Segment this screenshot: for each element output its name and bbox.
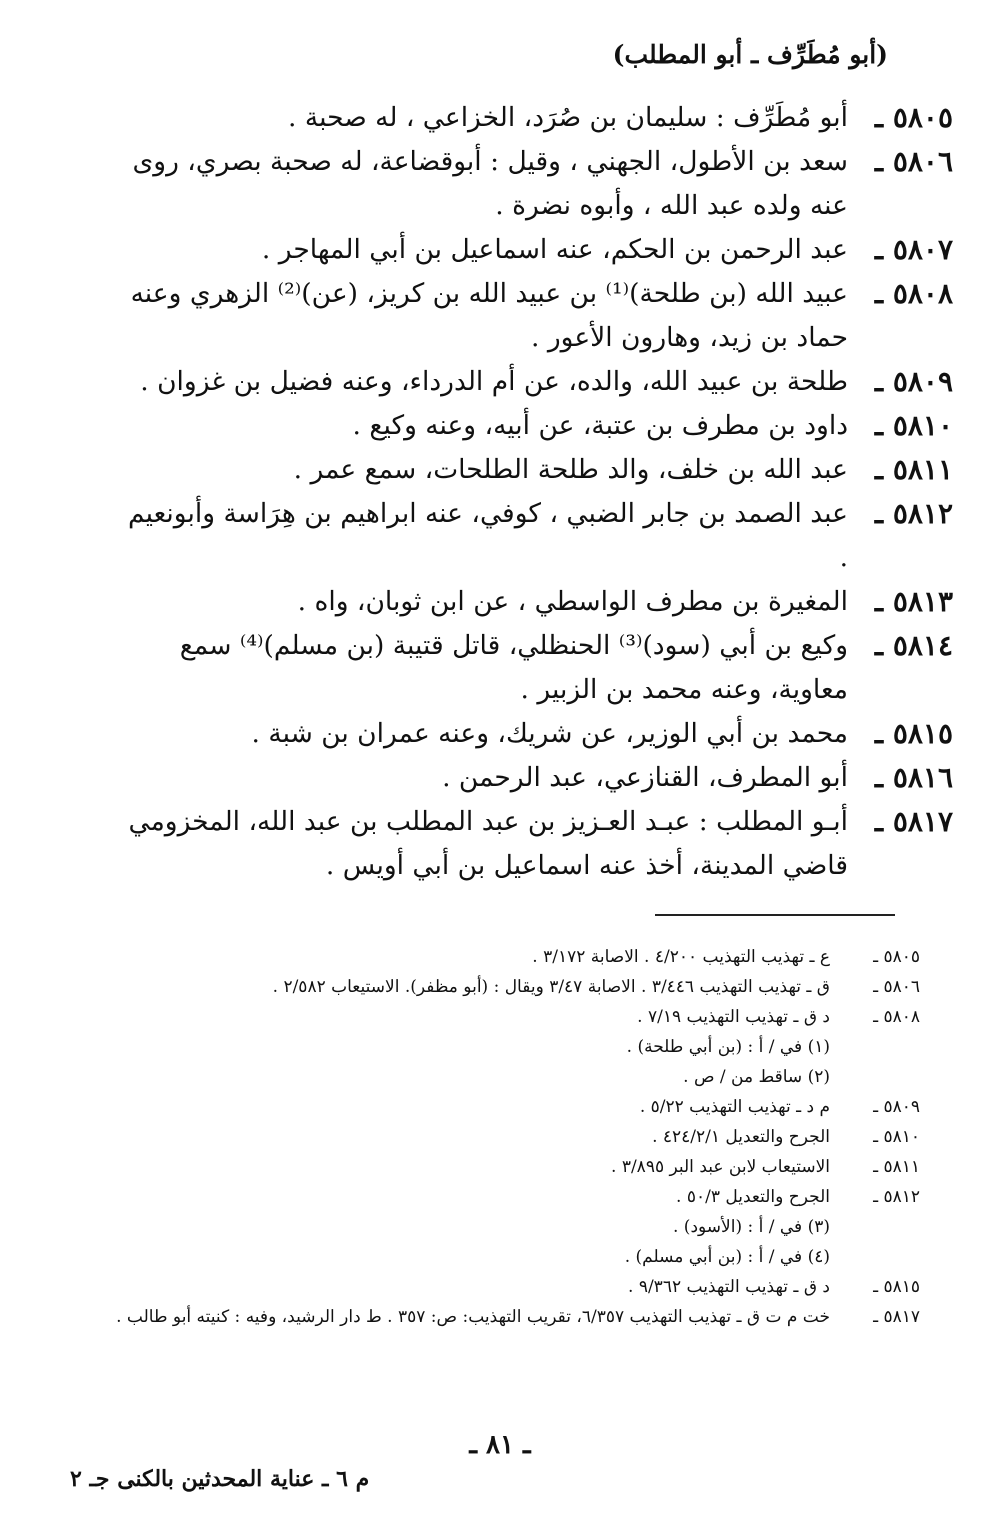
footnote-text: (٣) في / أ : (الأسود) . <box>673 1217 830 1237</box>
footnote-number: ٥٨١٢ ـ <box>873 1187 920 1207</box>
entry-number: ٥٨٠٨ ـ <box>874 277 953 310</box>
running-header: (أبو مُطَرِّف ـ أبو المطلب) <box>612 40 888 69</box>
footnote-text: الجرح والتعديل ٤٢٤/٢/١ . <box>652 1127 830 1147</box>
entry-number: ٥٨١٦ ـ <box>874 761 953 794</box>
footnote-text: ق ـ تهذيب التهذيب ٣/٤٤٦ . الاصابة ٣/٤٧ ويقال : (أبو مظفر). الاستيعاب ٢/٥٨٢ . <box>272 977 830 997</box>
footnote-number: ٥٨١٧ ـ <box>873 1307 920 1327</box>
footnote <box>100 1182 920 1212</box>
footnote <box>100 1062 920 1092</box>
entry <box>123 96 953 140</box>
entry <box>123 624 953 712</box>
entry <box>123 404 953 448</box>
entry-number: ٥٨١٣ ـ <box>874 585 953 618</box>
footnote-number: ٥٨١٠ ـ <box>873 1127 920 1147</box>
entry-text: أبـو المطلب : عبـد العـزيز بن عبد المطلب بن عبد الله، المخزومي قاضي المدينة، أخذ عنه اسماعيل بن أبي أويس . <box>128 806 848 881</box>
footnote-text: الجرح والتعديل ٥٠/٣ . <box>676 1187 830 1207</box>
footnote-number: ٥٨٠٦ ـ <box>873 977 920 997</box>
footnote-text: د ق ـ تهذيب التهذيب ٧/١٩ . <box>637 1007 830 1027</box>
footnote <box>100 1092 920 1122</box>
footnote <box>100 1302 920 1332</box>
entry-text: طلحة بن عبيد الله، والده، عن أم الدرداء، وعنه فضيل بن غزوان . <box>140 366 848 397</box>
footnote <box>100 1242 920 1272</box>
entry <box>123 580 953 624</box>
entry-text: أبو المطرف، القنازعي، عبد الرحمن . <box>442 762 848 793</box>
entries-list <box>123 96 953 888</box>
entry <box>123 800 953 888</box>
entry <box>123 492 953 580</box>
entry-text: عبد الرحمن بن الحكم، عنه اسماعيل بن أبي المهاجر . <box>261 234 848 265</box>
entry <box>123 228 953 272</box>
footnote-divider <box>655 914 895 916</box>
footnote <box>100 942 920 972</box>
entry-number: ٥٨١٢ ـ <box>874 497 953 530</box>
entry-text: عبد الصمد بن جابر الضبي ، كوفي، عنه ابراهيم بن هِرَاسة وأبونعيم . <box>128 498 848 573</box>
entry-text: أبو مُطَرِّف : سليمان بن صُرَد، الخزاعي ، له صحبة . <box>288 102 848 133</box>
entry-text: وكيع بن أبي (سود)⁽³⁾ الحنظلي، قاتل قتيبة (بن مسلم)⁽⁴⁾ سمع معاوية، وعنه محمد بن الزبير . <box>179 630 848 705</box>
entry-text: عبد الله بن خلف، والد طلحة الطلحات، سمع عمر . <box>293 454 848 485</box>
entry-number: ٥٨١٥ ـ <box>874 717 953 750</box>
footnote-number: ٥٨٠٨ ـ <box>873 1007 920 1027</box>
footnote <box>100 972 920 1002</box>
footnote-number: ٥٨١٥ ـ <box>873 1277 920 1297</box>
footnote <box>100 1272 920 1302</box>
entry <box>123 448 953 492</box>
footnote-text: (١) في / أ : (بن أبي طلحة) . <box>626 1037 830 1057</box>
entry <box>123 756 953 800</box>
page-number: ـ ٨١ ـ <box>469 1430 531 1460</box>
entry <box>123 140 953 228</box>
footnote-text: م د ـ تهذيب التهذيب ٥/٢٢ . <box>639 1097 830 1117</box>
footnote-number: ٥٨١١ ـ <box>873 1157 920 1177</box>
entry-number: ٥٨١٤ ـ <box>874 629 953 662</box>
footnote-number: ٥٨٠٥ ـ <box>873 947 920 967</box>
entry-number: ٥٨٠٥ ـ <box>874 101 953 134</box>
footnote-text: الاستيعاب لابن عبد البر ٣/٨٩٥ . <box>611 1157 830 1177</box>
footnote-text: ع ـ تهذيب التهذيب ٤/٢٠٠ . الاصابة ٣/١٧٢ . <box>532 947 830 967</box>
footnote-text: د ق ـ تهذيب التهذيب ٩/٣٦٢ . <box>628 1277 830 1297</box>
entry-text: داود بن مطرف بن عتبة، عن أبيه، وعنه وكيع . <box>352 410 848 441</box>
entry-number: ٥٨١٠ ـ <box>874 409 953 442</box>
entry <box>123 360 953 404</box>
footnotes-list <box>100 942 920 1332</box>
entry-number: ٥٨١٧ ـ <box>874 805 953 838</box>
footnote <box>100 1032 920 1062</box>
entry <box>123 272 953 360</box>
footnote-text: (٤) في / أ : (بن أبي مسلم) . <box>624 1247 830 1267</box>
footnote <box>100 1152 920 1182</box>
footnote-number: ٥٨٠٩ ـ <box>873 1097 920 1117</box>
entry-text: عبيد الله (بن طلحة)⁽¹⁾ بن عبيد الله بن كريز، (عن)⁽²⁾ الزهري وعنه حماد بن زيد، وهارون الأعور . <box>130 278 848 353</box>
signature-line: م ٦ ـ عناية المحدثين بالكنى جـ ٢ <box>70 1466 370 1492</box>
entry-text: سعد بن الأطول، الجهني ، وقيل : أبوقضاعة، له صحبة بصري، روى عنه ولده عبد الله ، وأبوه نضرة . <box>132 146 848 221</box>
entry-number: ٥٨١١ ـ <box>874 453 953 486</box>
entry-number: ٥٨٠٩ ـ <box>874 365 953 398</box>
footnote <box>100 1002 920 1032</box>
entry-text: المغيرة بن مطرف الواسطي ، عن ابن ثوبان، واه . <box>297 586 848 617</box>
footnote <box>100 1212 920 1242</box>
entry-number: ٥٨٠٧ ـ <box>874 233 953 266</box>
footnote-text: (٢) ساقط من / ص . <box>683 1067 830 1087</box>
entry <box>123 712 953 756</box>
footnote <box>100 1122 920 1152</box>
entry-text: محمد بن أبي الوزير، عن شريك، وعنه عمران بن شبة . <box>251 718 848 749</box>
footnote-text: خت م ت ق ـ تهذيب التهذيب ٦/٣٥٧، تقريب التهذيب: ص: ٣٥٧ . ط دار الرشيد، وفيه : كنيته أبو طالب . <box>116 1307 830 1327</box>
entry-number: ٥٨٠٦ ـ <box>874 145 953 178</box>
